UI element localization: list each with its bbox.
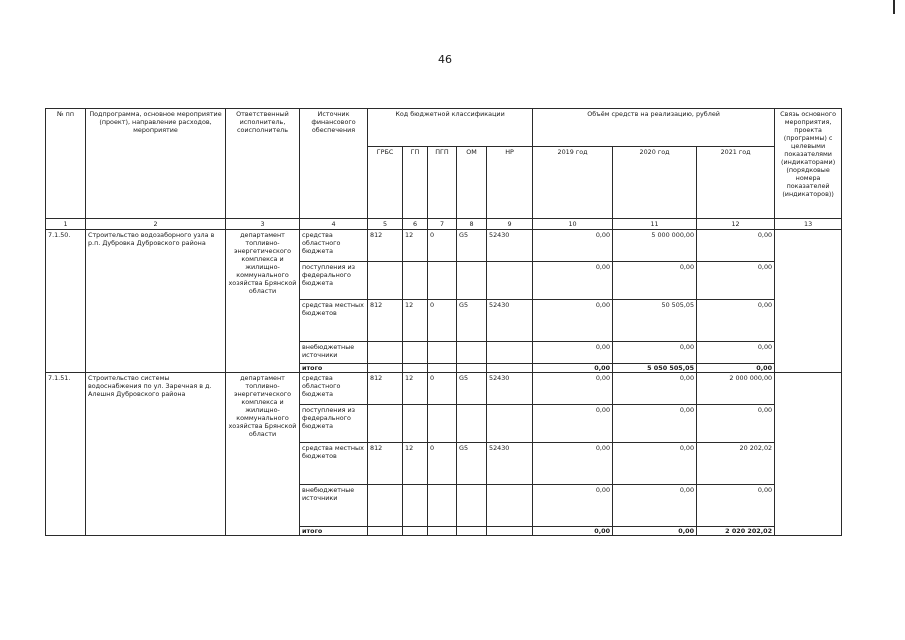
gp-code [403,262,428,300]
indicator-link [775,373,842,536]
pgp-code: 0 [428,300,457,342]
amount-2019: 0,00 [533,230,613,262]
budget-table [45,108,842,536]
header-executor: Ответственный исполнитель, соисполнитель [226,109,300,219]
nr-code: 52430 [487,300,533,342]
amount-2019: 0,00 [533,342,613,364]
om-code [457,262,487,300]
header-budget-code: Код бюджетной классификации [368,109,533,147]
gp-code [403,364,428,373]
header-2019: 2019 год [533,147,613,219]
header-nr: НР [487,147,533,219]
pgp-code [428,262,457,300]
grbs-code [368,342,403,364]
amount-2021: 0,00 [697,342,775,364]
gp-code [403,405,428,443]
funding-source: поступления из федерального бюджета [300,262,368,300]
grbs-code [368,364,403,373]
gp-code [403,527,428,536]
header-2021: 2021 год [697,147,775,219]
col-index: 6 [403,219,428,230]
project-name: Строительство водозаборного узла в р.п. Дубровка Дубровского района [86,230,226,373]
gp-code: 12 [403,373,428,405]
table-row [46,373,842,405]
header-2020: 2020 год [613,147,697,219]
nr-code: 52430 [487,230,533,262]
amount-2021: 2 000 000,00 [697,373,775,405]
header-row [46,109,842,147]
pgp-code [428,527,457,536]
total-2020: 0,00 [613,527,697,536]
grbs-code [368,485,403,527]
nr-code [487,364,533,373]
funding-source: средства областного бюджета [300,373,368,405]
col-index: 10 [533,219,613,230]
project-executor: департамент топливно-энергетического комплекса и жилищно-коммунального хозяйства Брянской области [226,230,300,373]
grbs-code: 812 [368,230,403,262]
pgp-code [428,405,457,443]
col-index: 7 [428,219,457,230]
header-grbs: ГРБС [368,147,403,219]
amount-2019: 0,00 [533,300,613,342]
grbs-code: 812 [368,443,403,485]
total-label: итого [300,527,368,536]
project-name: Строительство системы водоснабжения по ул. Заречная в д. Алешня Дубровского района [86,373,226,536]
gp-code: 12 [403,300,428,342]
om-code [457,527,487,536]
amount-2020: 0,00 [613,373,697,405]
pgp-code: 0 [428,373,457,405]
om-code: G5 [457,230,487,262]
gp-code [403,342,428,364]
amount-2019: 0,00 [533,485,613,527]
amount-2019: 0,00 [533,373,613,405]
total-2021: 2 020 202,02 [697,527,775,536]
column-index-row [46,219,842,230]
amount-2020: 0,00 [613,405,697,443]
col-index: 5 [368,219,403,230]
funding-source: средства местных бюджетов [300,443,368,485]
col-index: 3 [226,219,300,230]
header-no: № пп [46,109,86,219]
pgp-code [428,364,457,373]
amount-2020: 0,00 [613,262,697,300]
total-2019: 0,00 [533,364,613,373]
amount-2021: 0,00 [697,262,775,300]
header-pgp: ПГП [428,147,457,219]
grbs-code [368,405,403,443]
amount-2021: 0,00 [697,230,775,262]
header-volume: Объём средств на реализацию, рублей [533,109,775,147]
amount-2019: 0,00 [533,262,613,300]
grbs-code [368,527,403,536]
amount-2021: 0,00 [697,485,775,527]
col-index: 1 [46,219,86,230]
indicator-link [775,230,842,373]
nr-code: 52430 [487,443,533,485]
amount-2020: 0,00 [613,342,697,364]
amount-2020: 0,00 [613,443,697,485]
amount-2019: 0,00 [533,405,613,443]
amount-2019: 0,00 [533,443,613,485]
funding-source: средства местных бюджетов [300,300,368,342]
om-code: G5 [457,443,487,485]
amount-2021: 0,00 [697,300,775,342]
funding-source: средства областного бюджета [300,230,368,262]
project-executor: департамент топливно-энергетического комплекса и жилищно-коммунального хозяйства Брянской области [226,373,300,536]
om-code [457,364,487,373]
om-code: G5 [457,373,487,405]
nr-code [487,405,533,443]
header-gp: ГП [403,147,428,219]
pgp-code: 0 [428,443,457,485]
grbs-code: 812 [368,373,403,405]
col-index: 4 [300,219,368,230]
funding-source: внебюджетные источники [300,485,368,527]
funding-source: внебюджетные источники [300,342,368,364]
col-index: 11 [613,219,697,230]
grbs-code [368,262,403,300]
page-number: 46 [438,53,452,66]
col-index: 12 [697,219,775,230]
amount-2021: 20 202,02 [697,443,775,485]
total-2020: 5 050 505,05 [613,364,697,373]
total-2019: 0,00 [533,527,613,536]
col-index: 9 [487,219,533,230]
header-source: Источник финансового обеспечения [300,109,368,219]
amount-2020: 0,00 [613,485,697,527]
om-code [457,485,487,527]
nr-code [487,485,533,527]
nr-code: 52430 [487,373,533,405]
gp-code [403,485,428,527]
om-code [457,405,487,443]
amount-2021: 0,00 [697,405,775,443]
page-edge-mark [893,0,895,14]
nr-code [487,527,533,536]
col-index: 2 [86,219,226,230]
total-label: итого [300,364,368,373]
header-indicator-link: Связь основного мероприятия, проекта (программы) с целевыми показателями (индикаторами) (порядковые номера показателей (индикаторов)) [775,109,842,219]
nr-code [487,342,533,364]
col-index: 8 [457,219,487,230]
om-code [457,342,487,364]
gp-code: 12 [403,230,428,262]
om-code: G5 [457,300,487,342]
gp-code: 12 [403,443,428,485]
header-subprogram: Подпрограмма, основное мероприятие (проект), направление расходов, мероприятие [86,109,226,219]
col-index: 13 [775,219,842,230]
amount-2020: 50 505,05 [613,300,697,342]
amount-2020: 5 000 000,00 [613,230,697,262]
nr-code [487,262,533,300]
grbs-code: 812 [368,300,403,342]
total-2021: 0,00 [697,364,775,373]
pgp-code [428,342,457,364]
table-row [46,230,842,262]
funding-source: поступления из федерального бюджета [300,405,368,443]
project-number: 7.1.50. [46,230,86,373]
pgp-code [428,485,457,527]
header-om: ОМ [457,147,487,219]
pgp-code: 0 [428,230,457,262]
project-number: 7.1.51. [46,373,86,536]
